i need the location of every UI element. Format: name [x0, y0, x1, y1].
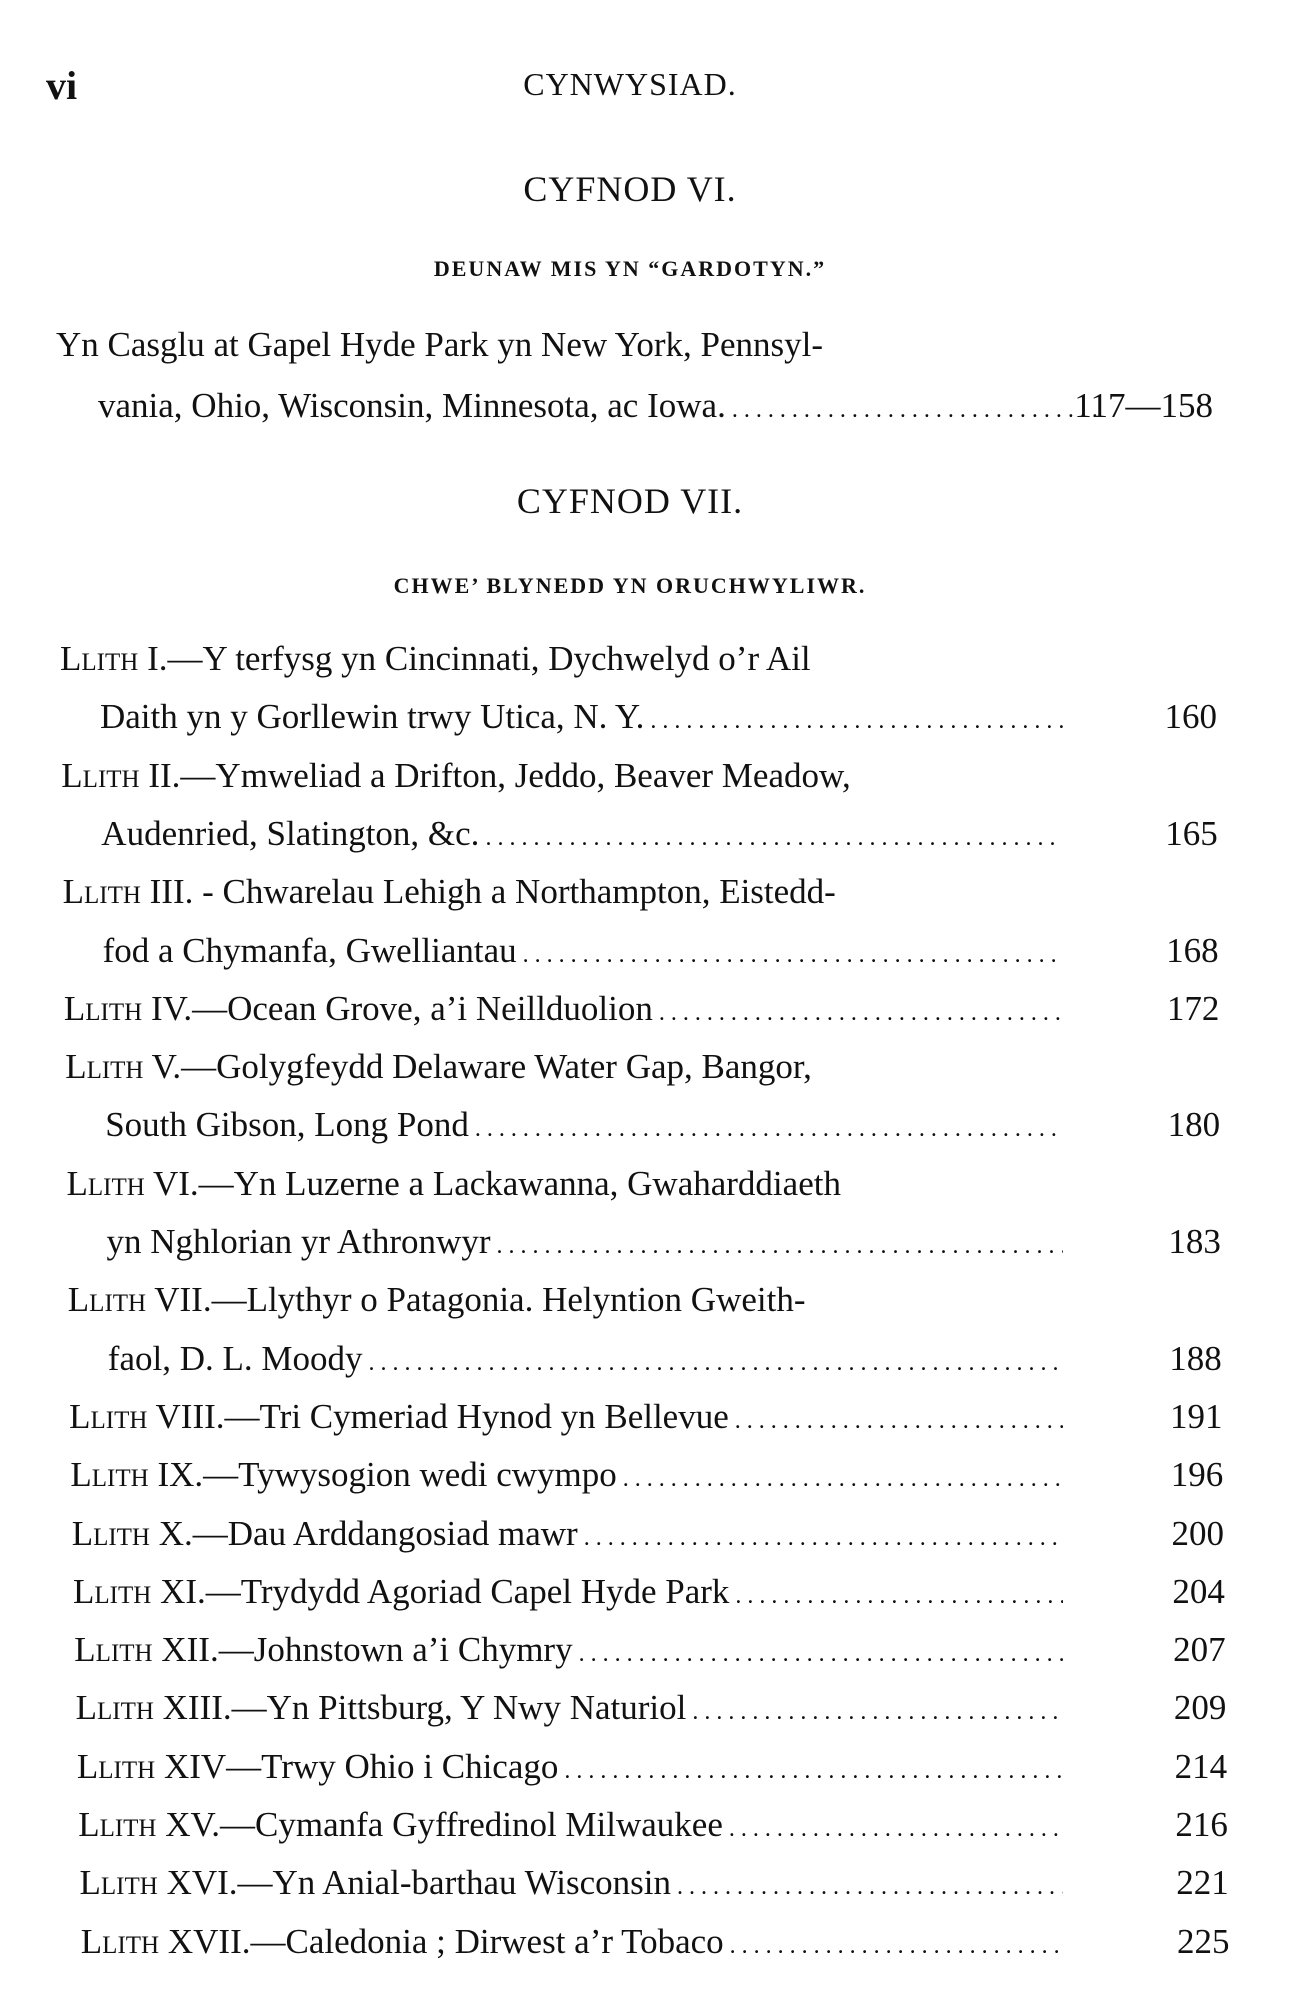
entry-page: 221: [1176, 1863, 1229, 1903]
entry-title: —Caledonia ; Dirwest a’r Tobaco: [250, 1921, 724, 1961]
entry-page: 168: [1166, 930, 1219, 970]
entry-title: —Llythyr o Patagonia. Helyntion Gweith-: [211, 1280, 806, 1320]
toc-entry-line: [0, 688, 1299, 746]
entry-title: Daith yn y Gorllewin trwy Utica, N. Y.: [100, 697, 645, 737]
dot-leader: [523, 922, 1063, 984]
toc-entry-part6-line2: [0, 377, 1299, 435]
entry-text: [64, 980, 653, 1038]
entry-title: —Trwy Ohio i Chicago: [226, 1746, 559, 1786]
toc-entry-line: [0, 922, 1299, 980]
entry-row: [70, 1446, 1069, 1508]
entry-page: 207: [1173, 1630, 1226, 1670]
entry-page: 188: [1169, 1338, 1222, 1378]
entry-number: XI.: [160, 1571, 206, 1611]
entry-title: Audenried, Slatington, &c.: [101, 813, 480, 853]
entry-text: [101, 805, 479, 863]
entry-text: [100, 688, 644, 746]
toc-entry-line: [0, 747, 1299, 805]
toc-entry-line: [0, 1505, 1299, 1563]
entry-row: [78, 1796, 1069, 1858]
entry-row: [108, 1330, 1069, 1392]
entry-label: Llith: [80, 1921, 160, 1961]
page-folio: vi: [46, 63, 78, 108]
part-heading-7: CYFNOD VII.: [516, 481, 744, 521]
entry-number: IV.: [150, 988, 193, 1028]
entry-page: 160: [1164, 697, 1217, 737]
part-subheading-6: DEUNAW MIS YN “GARDOTYN.”: [433, 256, 827, 281]
dot-leader: [623, 1446, 1063, 1508]
entry-text: [105, 1096, 469, 1154]
entry-title: —Johnstown a’i Chymry: [218, 1630, 573, 1670]
entry-row: [107, 1213, 1070, 1275]
entry-text: [78, 1796, 723, 1854]
toc-entry-line: [0, 630, 1299, 688]
entry-number: VII.: [154, 1280, 212, 1320]
entry-page: 180: [1167, 1105, 1221, 1145]
entry-row: [73, 1563, 1069, 1625]
entry-row: [67, 1155, 841, 1213]
entry-label: Llith: [79, 1863, 158, 1903]
entry-row: [63, 863, 836, 921]
entry-page: 191: [1169, 1396, 1223, 1436]
toc-entry-line: [0, 1854, 1299, 1912]
entry-number: XII.: [161, 1630, 219, 1670]
entry-number: XV.: [165, 1805, 221, 1844]
entry-number: XVII.: [167, 1921, 251, 1961]
toc-entry-line: [0, 1796, 1299, 1854]
entry-label: Llith: [63, 988, 143, 1028]
entry-text: [60, 639, 811, 678]
toc-entry-line: [0, 1096, 1299, 1154]
entry-row: [76, 1679, 1069, 1741]
entry-label: Llith: [76, 1746, 156, 1786]
entry-text: [76, 1679, 687, 1737]
entry-label: Llith: [62, 872, 141, 912]
entry-label: Llith: [60, 639, 139, 678]
toc-entry-line: [0, 1155, 1299, 1213]
entry-text: [108, 1330, 363, 1388]
entry-page: 183: [1168, 1222, 1221, 1261]
entry-label: Llith: [75, 1688, 154, 1728]
entry-page: 225: [1176, 1921, 1230, 1961]
toc-entry-line: [0, 1038, 1299, 1096]
entry-title: —Golygfeydd Delaware Water Gap, Bangor,: [181, 1047, 812, 1087]
entry-text: [103, 922, 517, 980]
toc-entry-line: [0, 1563, 1299, 1621]
entry-number: XVI.: [166, 1863, 238, 1903]
entry-label: Llith: [67, 1280, 147, 1320]
entry-label: Llith: [71, 1513, 150, 1553]
entry-label: Llith: [69, 1396, 148, 1436]
entry-text: [67, 1164, 841, 1203]
entry-number: V.: [151, 1047, 182, 1087]
entry-title: —Y terfysg yn Cincinnati, Dychwelyd o’r Ail: [167, 639, 811, 678]
toc-entry-part6-line1: [0, 316, 1299, 374]
entry-title: —Tri Cymeriad Hynod yn Bellevue: [224, 1396, 729, 1436]
dot-leader: [677, 1854, 1063, 1916]
entry-row: [64, 980, 1069, 1042]
entry-label: Llith: [74, 1630, 153, 1670]
dot-leader: [735, 1563, 1063, 1625]
entry-number: IX.: [157, 1455, 204, 1495]
entry-row: [65, 1038, 812, 1096]
entry-label: Llith: [61, 755, 140, 795]
entry-text: [107, 1213, 491, 1271]
entry-text: Yn Casglu at Gapel Hyde Park yn New York, Pennsyl-: [56, 325, 824, 364]
entry-text: [69, 1388, 729, 1446]
entry-title: —Yn Anial-barthau Wisconsin: [237, 1863, 671, 1903]
entry-page: 209: [1173, 1688, 1227, 1728]
toc-entry-line: [0, 1621, 1299, 1679]
toc-entry-line: [0, 805, 1299, 863]
entry-label: Llith: [78, 1805, 157, 1844]
entry-page: 117—158: [1074, 386, 1213, 425]
toc-entry-line: [0, 1446, 1299, 1504]
toc-entry-line: [0, 1388, 1299, 1446]
entry-title: fod a Chymanfa, Gwelliantau: [102, 930, 517, 970]
entry-number: VIII.: [155, 1396, 225, 1436]
entry-text: [68, 1280, 806, 1319]
entry-text: [77, 1738, 558, 1796]
entry-row: [68, 1271, 806, 1329]
entry-number: XIV: [163, 1746, 227, 1786]
toc-entry-line: [0, 980, 1299, 1038]
dot-leader: [659, 980, 1063, 1042]
entry-page: 204: [1172, 1571, 1225, 1611]
dot-leader: [475, 1096, 1063, 1158]
entry-row: [80, 1854, 1070, 1916]
entry-label: Llith: [66, 1163, 145, 1203]
entry-text: [61, 756, 850, 795]
part-heading-6: CYFNOD VI.: [523, 169, 737, 209]
dot-leader: [584, 1505, 1063, 1567]
toc-entry-line: [0, 1213, 1299, 1271]
entry-row: [61, 747, 850, 805]
entry-text: vania, Ohio, Wisconsin, Minnesota, ac Iowa.: [98, 386, 726, 425]
entry-label: Llith: [65, 1047, 144, 1087]
entry-page: 214: [1174, 1746, 1228, 1786]
entry-text: [81, 1913, 724, 1971]
entry-title: —Yn Luzerne a Lackawanna, Gwaharddiaeth: [198, 1163, 841, 1203]
entry-number: II.: [148, 755, 181, 795]
dot-leader: [485, 805, 1063, 867]
dot-leader: [369, 1330, 1064, 1392]
entry-title: —Dau Arddangosiad mawr: [192, 1513, 578, 1553]
entry-row: [69, 1388, 1069, 1450]
entry-page: 165: [1165, 813, 1218, 853]
toc-entry-line: [0, 863, 1299, 921]
dot-leader: [579, 1621, 1063, 1683]
dot-leader: [732, 377, 1103, 439]
entry-text: [73, 1563, 729, 1621]
toc-entry-line: [0, 1738, 1299, 1796]
toc-entry-line: [0, 1271, 1299, 1329]
entry-label: Llith: [70, 1455, 149, 1495]
dot-leader: [650, 688, 1063, 750]
entry-page: 172: [1166, 988, 1220, 1028]
entry-row: [60, 630, 811, 688]
entry-row: [101, 805, 1069, 867]
entry-row: [81, 1913, 1069, 1975]
entry-title: —Trydydd Agoriad Capel Hyde Park: [205, 1571, 730, 1611]
entry-title: yn Nghlorian yr Athronwyr: [106, 1222, 491, 1261]
toc-entry-line: [0, 1330, 1299, 1388]
entry-title: —Ocean Grove, a’i Neillduolion: [192, 988, 653, 1028]
entry-row: [77, 1738, 1069, 1800]
entry-text: [63, 872, 836, 911]
entry-text: [72, 1505, 578, 1563]
entry-page: 196: [1170, 1455, 1224, 1495]
toc-entry-line: [0, 1913, 1299, 1971]
entry-title: South Gibson, Long Pond: [105, 1105, 469, 1145]
entry-row: [72, 1505, 1069, 1567]
entry-page: 216: [1175, 1805, 1228, 1844]
dot-leader: [729, 1796, 1063, 1858]
entry-row: [105, 1096, 1069, 1158]
entry-title: —Tywysogion wedi cwympo: [203, 1455, 617, 1495]
entry-label: Llith: [73, 1571, 152, 1611]
entry-row: [74, 1621, 1069, 1683]
entry-text: [65, 1047, 812, 1086]
entry-number: I.: [147, 639, 168, 678]
entry-page: 200: [1171, 1513, 1225, 1553]
entry-number: III.: [149, 872, 194, 912]
toc-entry-line: [0, 1679, 1299, 1737]
entry-text: [70, 1446, 616, 1504]
dot-leader: [735, 1388, 1063, 1450]
dot-leader: [730, 1913, 1063, 1975]
dot-leader: [564, 1738, 1063, 1800]
entry-title: - Chwarelau Lehigh a Northampton, Eistedd-: [193, 872, 836, 912]
entry-number: XIII.: [162, 1688, 232, 1728]
entry-row: [100, 688, 1069, 750]
entry-title: —Cymanfa Gyffredinol Milwaukee: [220, 1805, 723, 1844]
dot-leader: [496, 1213, 1063, 1275]
dot-leader: [692, 1679, 1063, 1741]
entry-number: X.: [158, 1513, 193, 1553]
part-subheading-7: CHWE’ BLYNEDD YN ORUCHWYLIWR.: [393, 573, 867, 598]
entry-row: [103, 922, 1069, 984]
entry-title: faol, D. L. Moody: [107, 1338, 363, 1378]
entry-text: [74, 1621, 572, 1679]
running-title: CYNWYSIAD.: [523, 66, 737, 102]
entry-title: —Ymweliad a Drifton, Jeddo, Beaver Meadow,: [180, 755, 851, 795]
entry-number: VI.: [152, 1163, 199, 1203]
entry-text: [80, 1854, 671, 1912]
entry-title: —Yn Pittsburg, Y Nwy Naturiol: [231, 1688, 687, 1728]
